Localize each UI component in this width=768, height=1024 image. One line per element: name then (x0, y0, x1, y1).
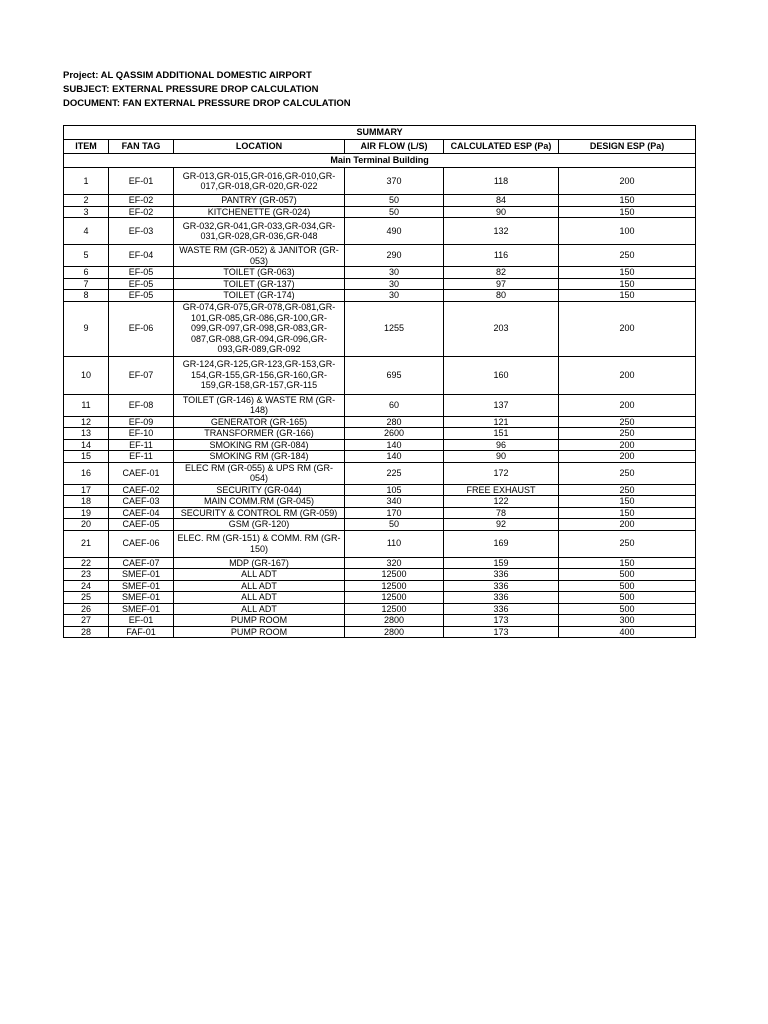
cell-calculated-esp: 159 (444, 557, 559, 569)
cell-fan-tag: CAEF-06 (109, 530, 174, 557)
section-header: Main Terminal Building (64, 154, 696, 168)
cell-design-esp: 200 (559, 394, 696, 416)
cell-fan-tag: CAEF-05 (109, 519, 174, 531)
cell-location: TOILET (GR-146) & WASTE RM (GR-148) (174, 394, 345, 416)
cell-air-flow: 50 (345, 195, 444, 207)
table-row (64, 206, 696, 218)
cell-design-esp: 150 (559, 267, 696, 279)
cell-calculated-esp: 169 (444, 530, 559, 557)
cell-calculated-esp: 121 (444, 416, 559, 428)
cell-fan-tag: EF-11 (109, 439, 174, 451)
cell-air-flow: 370 (345, 168, 444, 195)
cell-item: 21 (64, 530, 109, 557)
cell-design-esp: 200 (559, 451, 696, 463)
cell-calculated-esp: 336 (444, 580, 559, 592)
table-row (64, 519, 696, 531)
cell-item: 19 (64, 507, 109, 519)
cell-air-flow: 140 (345, 451, 444, 463)
cell-air-flow: 1255 (345, 301, 444, 356)
cell-calculated-esp: 160 (444, 356, 559, 394)
column-header-item: ITEM (64, 140, 109, 154)
cell-calculated-esp: 137 (444, 394, 559, 416)
cell-design-esp: 300 (559, 615, 696, 627)
table-row (64, 168, 696, 195)
cell-calculated-esp: 116 (444, 245, 559, 267)
cell-design-esp: 500 (559, 592, 696, 604)
cell-calculated-esp: 90 (444, 206, 559, 218)
cell-calculated-esp: 336 (444, 603, 559, 615)
cell-design-esp: 200 (559, 301, 696, 356)
table-title: SUMMARY (64, 126, 696, 140)
cell-item: 26 (64, 603, 109, 615)
table-row (64, 278, 696, 290)
cell-location: PUMP ROOM (174, 626, 345, 638)
cell-fan-tag: EF-05 (109, 290, 174, 302)
cell-item: 5 (64, 245, 109, 267)
cell-air-flow: 30 (345, 290, 444, 302)
cell-location: ALL ADT (174, 580, 345, 592)
cell-fan-tag: EF-06 (109, 301, 174, 356)
table-row (64, 530, 696, 557)
cell-air-flow: 290 (345, 245, 444, 267)
cell-design-esp: 200 (559, 439, 696, 451)
table-row (64, 496, 696, 508)
cell-fan-tag: EF-08 (109, 394, 174, 416)
cell-design-esp: 250 (559, 462, 696, 484)
cell-location: KITCHENETTE (GR-024) (174, 206, 345, 218)
cell-air-flow: 320 (345, 557, 444, 569)
cell-item: 20 (64, 519, 109, 531)
cell-fan-tag: EF-03 (109, 218, 174, 245)
cell-air-flow: 12500 (345, 580, 444, 592)
cell-design-esp: 200 (559, 356, 696, 394)
cell-location: PANTRY (GR-057) (174, 195, 345, 207)
cell-air-flow: 30 (345, 267, 444, 279)
cell-calculated-esp: 203 (444, 301, 559, 356)
cell-location: GR-032,GR-041,GR-033,GR-034,GR-031,GR-028,GR-036,GR-048 (174, 218, 345, 245)
project-line: Project: AL QASSIM ADDITIONAL DOMESTIC AIRPORT (63, 70, 312, 81)
table-row (64, 507, 696, 519)
cell-design-esp: 250 (559, 484, 696, 496)
table-row (64, 484, 696, 496)
cell-air-flow: 695 (345, 356, 444, 394)
cell-air-flow: 225 (345, 462, 444, 484)
cell-item: 4 (64, 218, 109, 245)
cell-fan-tag: SMEF-01 (109, 603, 174, 615)
cell-item: 8 (64, 290, 109, 302)
table-row (64, 416, 696, 428)
cell-location: TOILET (GR-174) (174, 290, 345, 302)
cell-fan-tag: EF-09 (109, 416, 174, 428)
cell-item: 23 (64, 569, 109, 581)
cell-calculated-esp: 132 (444, 218, 559, 245)
cell-design-esp: 250 (559, 416, 696, 428)
column-header-air-flow: AIR FLOW (L/S) (345, 140, 444, 154)
cell-fan-tag: EF-04 (109, 245, 174, 267)
cell-air-flow: 2600 (345, 428, 444, 440)
cell-location: MDP (GR-167) (174, 557, 345, 569)
table-row (64, 626, 696, 638)
cell-fan-tag: EF-02 (109, 206, 174, 218)
cell-item: 27 (64, 615, 109, 627)
cell-location: GR-074,GR-075,GR-078,GR-081,GR-101,GR-085,GR-086,GR-100,GR-099,GR-097,GR-098,GR-083,GR-087,GR-088,GR-094,GR-096,GR-093,GR-089,GR-092 (174, 301, 345, 356)
table-row (64, 356, 696, 394)
cell-calculated-esp: FREE EXHAUST (444, 484, 559, 496)
cell-calculated-esp: 118 (444, 168, 559, 195)
cell-design-esp: 150 (559, 290, 696, 302)
table-row (64, 267, 696, 279)
cell-item: 1 (64, 168, 109, 195)
table-row (64, 569, 696, 581)
cell-location: MAIN COMM.RM (GR-045) (174, 496, 345, 508)
cell-air-flow: 50 (345, 519, 444, 531)
cell-item: 25 (64, 592, 109, 604)
cell-item: 15 (64, 451, 109, 463)
cell-fan-tag: SMEF-01 (109, 569, 174, 581)
cell-fan-tag: EF-02 (109, 195, 174, 207)
cell-calculated-esp: 82 (444, 267, 559, 279)
cell-air-flow: 110 (345, 530, 444, 557)
cell-air-flow: 12500 (345, 603, 444, 615)
cell-calculated-esp: 151 (444, 428, 559, 440)
cell-fan-tag: EF-05 (109, 267, 174, 279)
cell-location: TRANSFORMER (GR-166) (174, 428, 345, 440)
document-header (63, 69, 703, 111)
cell-fan-tag: EF-05 (109, 278, 174, 290)
table-row (64, 218, 696, 245)
cell-location: SECURITY (GR-044) (174, 484, 345, 496)
column-header-calculated-esp: CALCULATED ESP (Pa) (444, 140, 559, 154)
cell-design-esp: 250 (559, 530, 696, 557)
table-row (64, 603, 696, 615)
column-header-location: LOCATION (174, 140, 345, 154)
cell-location: PUMP ROOM (174, 615, 345, 627)
cell-item: 6 (64, 267, 109, 279)
cell-calculated-esp: 84 (444, 195, 559, 207)
table-row (64, 592, 696, 604)
column-header-fan-tag: FAN TAG (109, 140, 174, 154)
cell-air-flow: 2800 (345, 615, 444, 627)
table-row (64, 451, 696, 463)
cell-air-flow: 50 (345, 206, 444, 218)
cell-location: ELEC. RM (GR-151) & COMM. RM (GR-150) (174, 530, 345, 557)
cell-item: 17 (64, 484, 109, 496)
cell-calculated-esp: 336 (444, 569, 559, 581)
cell-design-esp: 150 (559, 557, 696, 569)
cell-fan-tag: FAF-01 (109, 626, 174, 638)
cell-location: GR-013,GR-015,GR-016,GR-010,GR-017,GR-018,GR-020,GR-022 (174, 168, 345, 195)
cell-fan-tag: CAEF-01 (109, 462, 174, 484)
cell-location: TOILET (GR-137) (174, 278, 345, 290)
cell-air-flow: 60 (345, 394, 444, 416)
cell-design-esp: 400 (559, 626, 696, 638)
cell-fan-tag: EF-01 (109, 615, 174, 627)
cell-calculated-esp: 96 (444, 439, 559, 451)
cell-air-flow: 280 (345, 416, 444, 428)
table-row (64, 428, 696, 440)
cell-calculated-esp: 173 (444, 615, 559, 627)
cell-calculated-esp: 336 (444, 592, 559, 604)
document-line: DOCUMENT: FAN EXTERNAL PRESSURE DROP CALCULATION (63, 98, 351, 109)
cell-calculated-esp: 172 (444, 462, 559, 484)
cell-design-esp: 150 (559, 206, 696, 218)
table-row (64, 580, 696, 592)
cell-design-esp: 150 (559, 496, 696, 508)
cell-item: 2 (64, 195, 109, 207)
cell-location: GENERATOR (GR-165) (174, 416, 345, 428)
cell-air-flow: 12500 (345, 569, 444, 581)
cell-fan-tag: SMEF-01 (109, 592, 174, 604)
cell-air-flow: 12500 (345, 592, 444, 604)
cell-fan-tag: SMEF-01 (109, 580, 174, 592)
table-row (64, 394, 696, 416)
cell-calculated-esp: 173 (444, 626, 559, 638)
cell-design-esp: 200 (559, 168, 696, 195)
cell-location: SMOKING RM (GR-084) (174, 439, 345, 451)
cell-location: GSM (GR-120) (174, 519, 345, 531)
cell-design-esp: 500 (559, 603, 696, 615)
cell-item: 24 (64, 580, 109, 592)
cell-design-esp: 150 (559, 195, 696, 207)
cell-air-flow: 30 (345, 278, 444, 290)
cell-calculated-esp: 122 (444, 496, 559, 508)
table-row (64, 301, 696, 356)
cell-air-flow: 2800 (345, 626, 444, 638)
cell-item: 28 (64, 626, 109, 638)
cell-design-esp: 250 (559, 428, 696, 440)
cell-item: 3 (64, 206, 109, 218)
cell-fan-tag: CAEF-07 (109, 557, 174, 569)
cell-calculated-esp: 80 (444, 290, 559, 302)
cell-location: GR-124,GR-125,GR-123,GR-153,GR-154,GR-155,GR-156,GR-160,GR-159,GR-158,GR-157,GR-115 (174, 356, 345, 394)
cell-item: 11 (64, 394, 109, 416)
cell-air-flow: 105 (345, 484, 444, 496)
cell-design-esp: 250 (559, 245, 696, 267)
table-row (64, 439, 696, 451)
cell-air-flow: 340 (345, 496, 444, 508)
cell-fan-tag: EF-11 (109, 451, 174, 463)
cell-air-flow: 140 (345, 439, 444, 451)
cell-location: ALL ADT (174, 569, 345, 581)
cell-design-esp: 500 (559, 569, 696, 581)
cell-design-esp: 500 (559, 580, 696, 592)
table-row (64, 245, 696, 267)
cell-calculated-esp: 97 (444, 278, 559, 290)
cell-fan-tag: CAEF-04 (109, 507, 174, 519)
cell-location: ELEC RM (GR-055) & UPS RM (GR-054) (174, 462, 345, 484)
cell-design-esp: 200 (559, 519, 696, 531)
cell-design-esp: 150 (559, 278, 696, 290)
subject-line: SUBJECT: EXTERNAL PRESSURE DROP CALCULATION (63, 84, 319, 95)
cell-fan-tag: CAEF-02 (109, 484, 174, 496)
cell-calculated-esp: 92 (444, 519, 559, 531)
table-row (64, 615, 696, 627)
cell-location: ALL ADT (174, 592, 345, 604)
cell-air-flow: 490 (345, 218, 444, 245)
cell-fan-tag: EF-07 (109, 356, 174, 394)
cell-item: 10 (64, 356, 109, 394)
cell-location: SECURITY & CONTROL RM (GR-059) (174, 507, 345, 519)
cell-air-flow: 170 (345, 507, 444, 519)
cell-fan-tag: EF-01 (109, 168, 174, 195)
cell-item: 16 (64, 462, 109, 484)
cell-item: 12 (64, 416, 109, 428)
cell-item: 22 (64, 557, 109, 569)
table-row (64, 557, 696, 569)
cell-calculated-esp: 90 (444, 451, 559, 463)
cell-item: 9 (64, 301, 109, 356)
table-row (64, 290, 696, 302)
cell-calculated-esp: 78 (444, 507, 559, 519)
cell-fan-tag: EF-10 (109, 428, 174, 440)
cell-item: 7 (64, 278, 109, 290)
table-row (64, 462, 696, 484)
cell-item: 13 (64, 428, 109, 440)
cell-fan-tag: CAEF-03 (109, 496, 174, 508)
cell-location: WASTE RM (GR-052) & JANITOR (GR-053) (174, 245, 345, 267)
column-header-design-esp: DESIGN ESP (Pa) (559, 140, 696, 154)
cell-item: 14 (64, 439, 109, 451)
cell-location: TOILET (GR-063) (174, 267, 345, 279)
summary-table (63, 125, 696, 638)
cell-design-esp: 150 (559, 507, 696, 519)
cell-design-esp: 100 (559, 218, 696, 245)
table-row (64, 195, 696, 207)
cell-item: 18 (64, 496, 109, 508)
cell-location: ALL ADT (174, 603, 345, 615)
cell-location: SMOKING RM (GR-184) (174, 451, 345, 463)
